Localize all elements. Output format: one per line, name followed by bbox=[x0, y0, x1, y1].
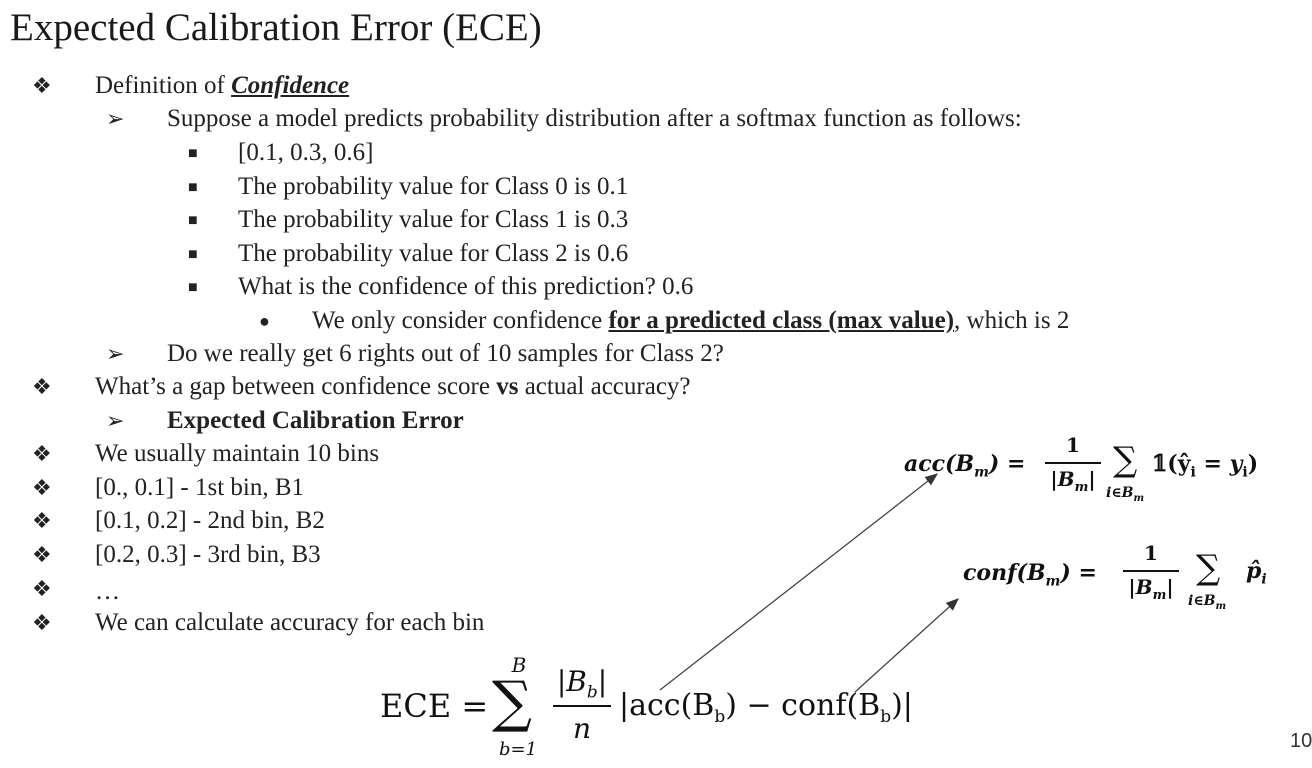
square-bullet-icon: ■ bbox=[188, 279, 198, 296]
diamond-bullet-icon: ❖ bbox=[32, 441, 52, 466]
ece-sum-lower: b=1 bbox=[499, 739, 538, 760]
arrow-bullet-icon: ➢ bbox=[106, 106, 125, 131]
conf-sum-symbol: ∑ bbox=[1196, 548, 1221, 588]
diamond-bullet-icon: ❖ bbox=[32, 610, 52, 635]
consider-prefix: We only consider confidence bbox=[312, 307, 609, 334]
bin1-line: [0., 0.1] - 1st bin, B1 bbox=[95, 474, 305, 501]
class0-line: The probability value for Class 0 is 0.1 bbox=[238, 173, 629, 200]
definition-prefix: Definition of bbox=[95, 72, 232, 99]
diamond-bullet-icon: ❖ bbox=[32, 73, 52, 98]
really-line: Do we really get 6 rights out of 10 samples for Class 2? bbox=[167, 340, 724, 367]
class1-line: The probability value for Class 1 is 0.3 bbox=[238, 206, 629, 233]
calc-line: We can calculate accuracy for each bin bbox=[95, 609, 485, 636]
ece-numerator: $|B_b|$ bbox=[556, 665, 608, 703]
acc-denominator: $|B_m|$ bbox=[1050, 467, 1096, 495]
page-number: 10 bbox=[1290, 730, 1312, 752]
consider-emphasis: for a predicted class (max value) bbox=[608, 307, 955, 334]
gap-vs: vs bbox=[496, 373, 519, 400]
bin3-line: [0.2, 0.3] - 3rd bin, B3 bbox=[95, 541, 321, 568]
slide-title: Expected Calibration Error (ECE) bbox=[10, 6, 542, 49]
ece-denominator: n bbox=[572, 712, 592, 745]
square-bullet-icon: ■ bbox=[188, 179, 198, 196]
conf-denominator: $|B_m|$ bbox=[1128, 575, 1174, 603]
acc-sum-index: $i\in B_m$ bbox=[1106, 485, 1145, 504]
ellipsis-line: … bbox=[95, 578, 120, 605]
diamond-bullet-icon: ❖ bbox=[32, 542, 52, 567]
consider-suffix: , which is 2 bbox=[954, 307, 1070, 334]
acc-numerator: 1 bbox=[1066, 433, 1080, 457]
bin2-line: [0.1, 0.2] - 2nd bin, B2 bbox=[95, 507, 325, 534]
diamond-bullet-icon: ❖ bbox=[32, 374, 52, 399]
arrow-bullet-icon: ➢ bbox=[106, 408, 125, 433]
diamond-bullet-icon: ❖ bbox=[32, 475, 52, 500]
diamond-bullet-icon: ❖ bbox=[32, 508, 52, 533]
acc-sum-symbol: ∑ bbox=[1113, 440, 1138, 480]
suppose-line: Suppose a model predicts probability distribution after a softmax function as follows: bbox=[167, 105, 1022, 132]
ece-lhs: ECE = bbox=[380, 687, 489, 725]
conf-connector-arrow bbox=[855, 599, 958, 692]
dot-bullet-icon: ● bbox=[259, 311, 270, 331]
square-bullet-icon: ■ bbox=[188, 246, 198, 263]
acc-indicator: $𝟙(ŷ_i = y_i)$ bbox=[1152, 451, 1259, 481]
question-line: What is the confidence of this prediction? 0.6 bbox=[238, 273, 694, 300]
square-bullet-icon: ■ bbox=[188, 145, 198, 162]
ece-label: Expected Calibration Error bbox=[167, 407, 464, 434]
confidence-term: Confidence bbox=[231, 72, 350, 99]
gap-prefix: What’s a gap between confidence score bbox=[95, 373, 497, 400]
acc-lhs: $acc(B_m)$ = bbox=[904, 451, 1026, 481]
ece-body: $|acc(B_b)$ − $conf(B_b)|$ bbox=[619, 688, 913, 727]
ece-sum-symbol: ∑ bbox=[492, 670, 532, 735]
bins-line: We usually maintain 10 bins bbox=[95, 440, 380, 467]
acc-connector-arrow bbox=[660, 474, 937, 690]
diamond-bullet-icon: ❖ bbox=[32, 576, 52, 601]
conf-phat: $p̂_i$ bbox=[1246, 558, 1267, 588]
arrow-bullet-icon: ➢ bbox=[106, 341, 125, 366]
ece-sum-upper: B bbox=[511, 653, 527, 677]
square-bullet-icon: ■ bbox=[188, 212, 198, 229]
class2-line: The probability value for Class 2 is 0.6 bbox=[238, 240, 629, 267]
gap-suffix: actual accuracy? bbox=[518, 373, 691, 400]
probability-vector: [0.1, 0.3, 0.6] bbox=[238, 139, 374, 166]
conf-sum-index: $i\in B_m$ bbox=[1188, 593, 1227, 612]
conf-lhs: $conf(B_m)$ = bbox=[963, 560, 1097, 590]
conf-numerator: 1 bbox=[1144, 541, 1158, 565]
